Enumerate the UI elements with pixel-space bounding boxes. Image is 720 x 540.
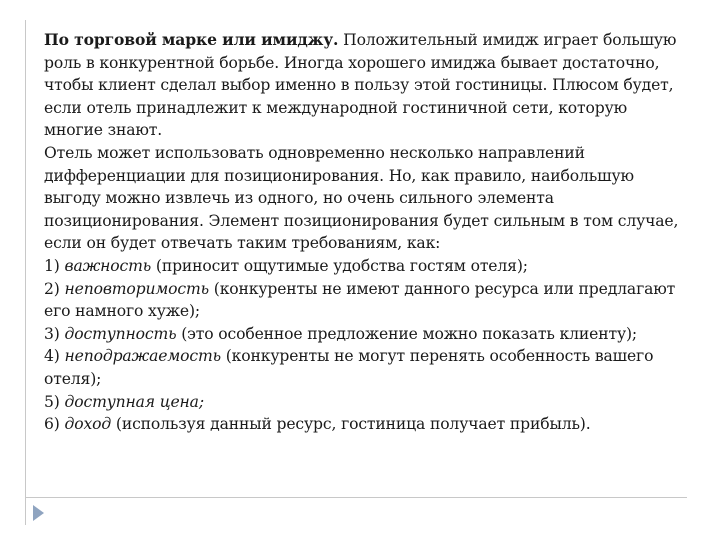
- item-term: важность: [64, 256, 152, 275]
- item-number: 1): [44, 256, 65, 275]
- list-item: [44, 323, 684, 346]
- item-number: 2): [44, 279, 65, 298]
- item-description: (конкуренты не могут перенять особенность вашего отеля);: [44, 347, 654, 388]
- positioning-paragraph: Отель может использовать одновременно несколько направлений дифференциации для позиционирования. Но, как правило, наибольшую выгоду можно извлечь из одного, но очень сильного элемента позиционирования. Элемент позиционирования будет сильным в том случае, если он будет отвечать таким требованиям, как:: [44, 143, 679, 253]
- item-term: доход: [64, 415, 112, 434]
- item-term: доступная цена;: [64, 392, 204, 411]
- item-term: доступность: [64, 324, 177, 343]
- item-number: 4): [44, 347, 65, 366]
- list-item: [44, 278, 684, 323]
- list-item: [44, 255, 684, 278]
- left-divider: [25, 20, 26, 525]
- item-description: (приносит ощутимые удобства гостям отеля);: [151, 256, 528, 275]
- item-term: неподражаемость: [64, 347, 221, 366]
- item-description: (используя данный ресурс, гостиница получает прибыль).: [111, 415, 591, 434]
- section-heading: По торговой марке или имиджу.: [44, 30, 339, 49]
- intro-text: Положительный имидж играет большую роль в конкурентной борьбе. Иногда хорошего имиджа бывает достаточно, чтобы клиент сделал выбор именно в пользу этой гостиницы. Плюсом будет, если отель принадлежит к международной гостиничной сети, которую многие знают.: [44, 31, 677, 140]
- item-description: (это особенное предложение можно показать клиенту);: [176, 324, 638, 343]
- item-term: неповторимость: [64, 279, 209, 298]
- item-number: 6): [44, 415, 65, 434]
- list-item: [44, 345, 684, 390]
- intro-paragraph: [44, 29, 684, 142]
- item-number: 5): [44, 392, 65, 411]
- list-item: [44, 391, 684, 414]
- item-description: (конкуренты не имеют данного ресурса или предлагают его намного хуже);: [44, 279, 676, 321]
- slide-text: [44, 29, 684, 436]
- triangle-bullet-icon: [33, 505, 44, 521]
- list-item: [44, 413, 684, 436]
- item-number: 3): [44, 324, 65, 343]
- bottom-divider: [25, 497, 687, 498]
